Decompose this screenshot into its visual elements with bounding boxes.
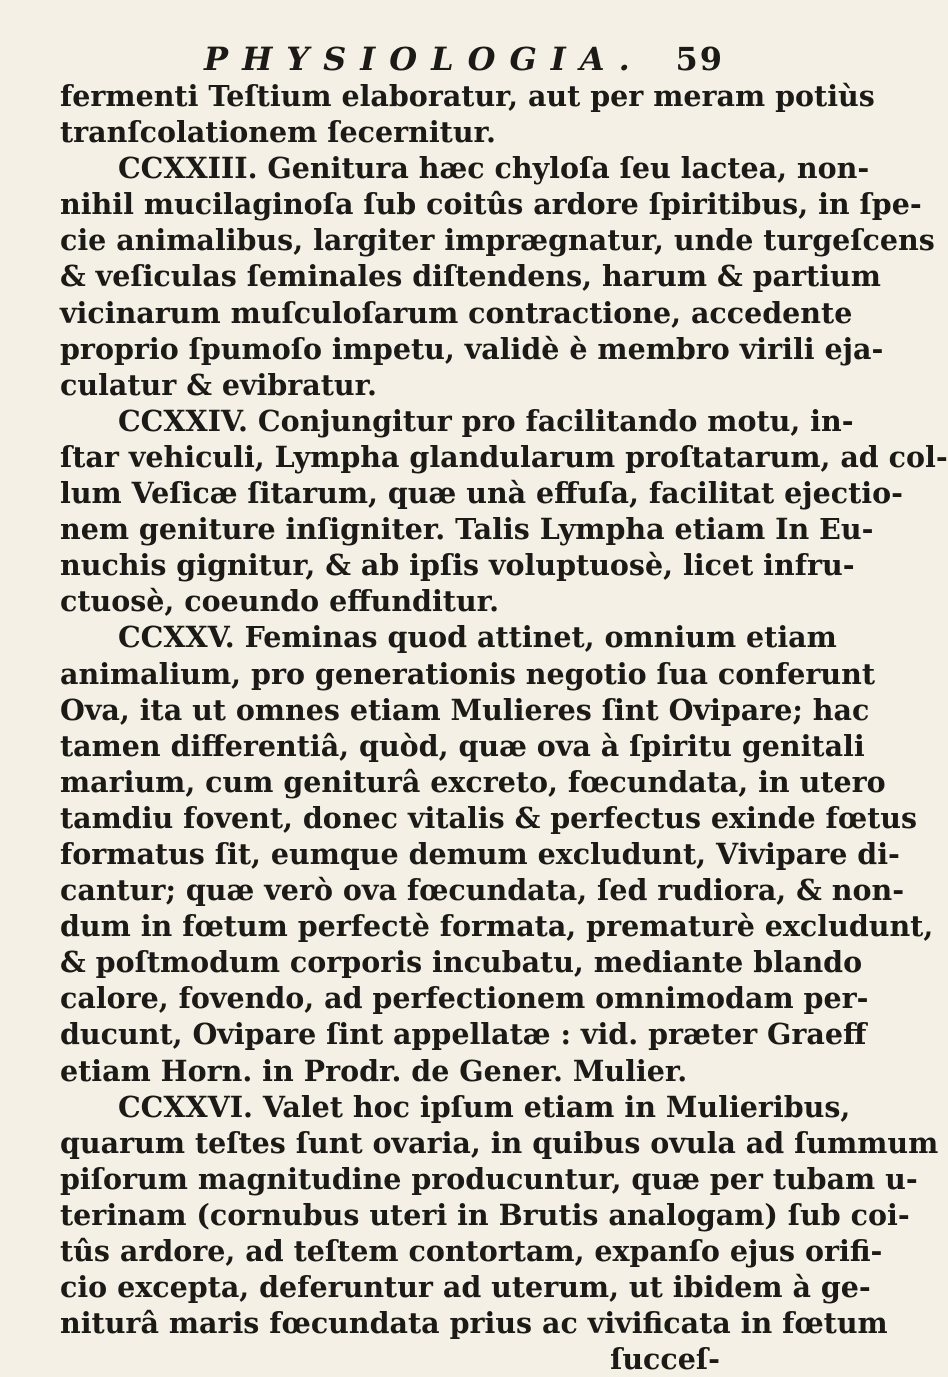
text-line: nihil mucilaginoſa ſub coitûs ardore ſpiritibus, in ſpe- — [60, 187, 922, 222]
text-line: lum Veſicæ ſitarum, quæ unà effuſa, facilitat ejectio- — [60, 476, 903, 511]
section-heading-line: CCXXV. Feminas quod attinet, omnium etiam — [118, 620, 837, 655]
text-line: ctuosè, coeundo effunditur. — [60, 584, 499, 619]
section-heading-line: CCXXIII. Genitura hæc chyloſa ſeu lactea, non- — [118, 151, 870, 186]
catchword: ſucceſ- — [610, 1342, 720, 1377]
page-header — [204, 40, 724, 80]
text-line: ſtar vehiculi, Lympha glandularum proſtatarum, ad col- — [60, 439, 948, 474]
text-line: cantur; quæ verò ova fœcundata, ſed rudiora, & non- — [60, 873, 905, 908]
text-line: nem geniture inſigniter. Talis Lympha etiam In Eu- — [60, 512, 874, 547]
text-line: fermenti Teſtium elaboratur, aut per meram potiùs — [60, 79, 875, 113]
text-line: & veſiculas ſeminales diſtendens, harum & partium — [60, 259, 881, 294]
text-line: cio excepta, deferuntur ad uterum, ut ibidem à ge- — [60, 1270, 871, 1305]
text-line: formatus ſit, eumque demum excludunt, Vivipare di- — [60, 836, 900, 871]
text-line: vicinarum muſculoſarum contractione, accedente — [60, 295, 853, 330]
page-number: 59 — [675, 40, 724, 78]
text-line: marium, cum geniturâ excreto, fœcundata, in utero — [60, 764, 886, 799]
text-line: piſorum magnitudine producuntur, quæ per tubam u- — [60, 1161, 918, 1196]
text-line: tamen differentiâ, quòd, quæ ova à ſpiritu genitali — [60, 728, 865, 763]
text-line: tûs ardore, ad teſtem contortam, expanſo ejus orifi- — [60, 1234, 883, 1268]
text-line: tamdiu fovent, donec vitalis & perfectus exinde fœtus — [60, 800, 918, 835]
text-line: cie animalibus, largiter imprægnatur, unde turgeſcens — [60, 223, 935, 258]
section-heading-line: CCXXVI. Valet hoc ipſum etiam in Mulieribus, — [118, 1089, 851, 1124]
text-line: ducunt, Ovipare ſint appellatæ : vid. præter Graeff — [60, 1017, 867, 1052]
text-line: culatur & evibratur. — [60, 367, 377, 402]
text-line: quarum teſtes ſunt ovaria, in quibus ovula ad ſummum — [60, 1125, 939, 1160]
text-line: etiam Horn. in Prodr. de Gener. Mulier. — [60, 1053, 688, 1088]
section-heading-line: CCXXIV. Conjungitur pro facilitando motu, in- — [118, 403, 854, 438]
text-line: proprio ſpumoſo impetu, validè è membro virili eja- — [60, 331, 884, 366]
text-line: nuchis gignitur, & ab ipſis voluptuosè, licet infru- — [60, 548, 855, 583]
running-head: PHYSIOLOGIA. — [204, 40, 644, 78]
text-line: terinam (cornubus uteri in Brutis analogam) ſub coi- — [60, 1197, 910, 1232]
body-text — [60, 78, 948, 1377]
text-line: animalium, pro generationis negotio ſua conferunt — [60, 656, 875, 691]
text-line: Ova, ita ut omnes etiam Mulieres ſint Ovipare; hac — [60, 692, 870, 727]
text-line: niturâ maris fœcundata prius ac vivificata in fœtum — [60, 1306, 888, 1341]
text-line: calore, fovendo, ad perfectionem omnimodam per- — [60, 981, 869, 1016]
text-line: dum in fœtum perfectè formata, prematurè excludunt, — [60, 909, 934, 944]
text-line: tranſcolationem ſecernitur. — [60, 115, 496, 150]
text-line: & poſtmodum corporis incubatu, mediante blando — [60, 945, 863, 980]
